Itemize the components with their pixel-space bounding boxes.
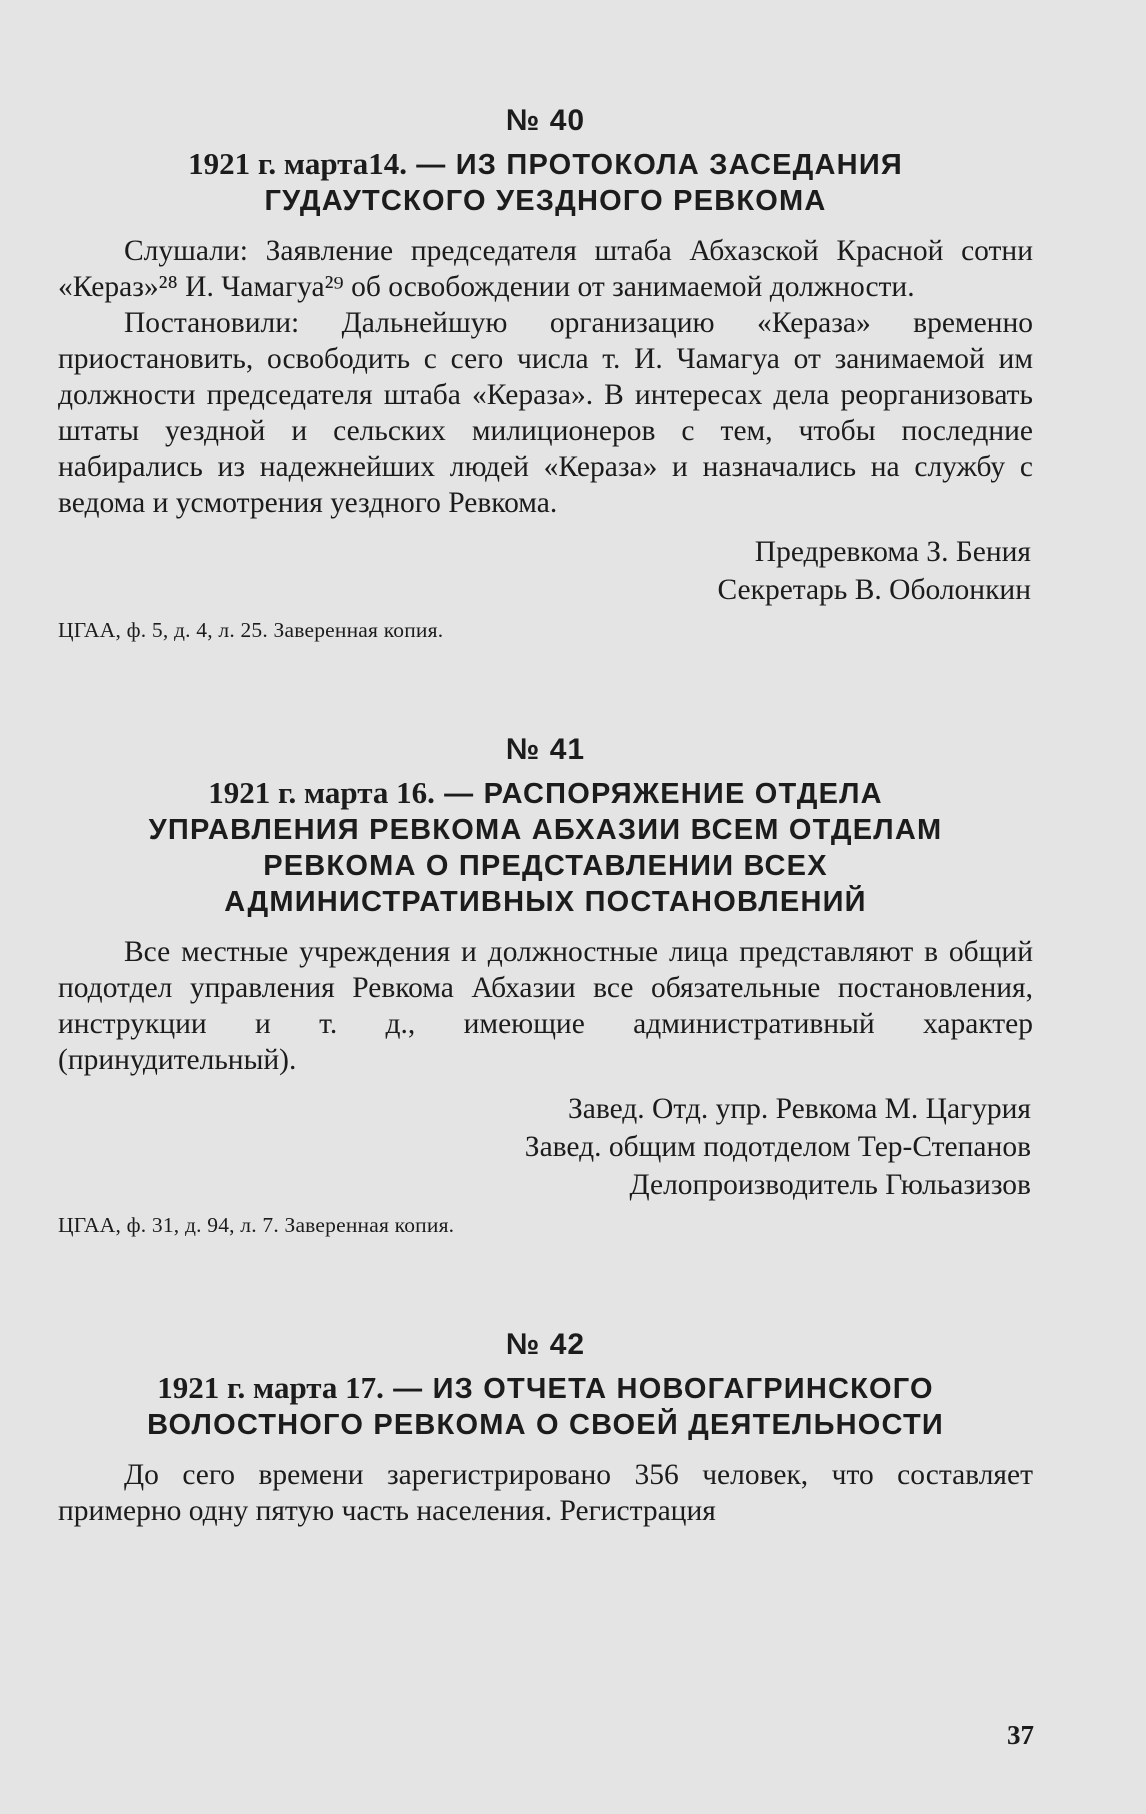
- paragraph: Слушали: Заявление председателя штаба Абхазской Красной сотни «Кераз»²⁸ И. Чамагуа²⁹ об освобождении от занимаемой должности.: [58, 235, 1033, 303]
- document-number: № 41: [505, 733, 586, 766]
- document-40: [58, 98, 1033, 645]
- document-number: № 40: [505, 104, 586, 137]
- title-line: — ИЗ ПРОТОКОЛА ЗАСЕДАНИЯ: [416, 149, 903, 181]
- paragraph: Постановили: Дальнейшую организацию «Кераза» временно приостановить, освободить с сего числа т. И. Чамагуа от занимаемой им должности председателя штаба «Кераза». В интересах дела реорганизовать штаты уездной и сельских милиционеров с тем, чтобы последние набирались из надежнейших людей «Кераза» и назначались на службу с ведома и усмотрения уездного Ревкома.: [58, 307, 1033, 519]
- text-column: [58, 98, 1033, 1529]
- signature: Секретарь В. Оболонкин: [717, 574, 1031, 606]
- document-number: № 42: [505, 1328, 586, 1361]
- signature-block: [58, 533, 1033, 609]
- signature-block: [58, 1090, 1033, 1204]
- document-date: 1921 г. марта 16.: [208, 775, 435, 810]
- document-date: 1921 г. марта14.: [188, 146, 408, 181]
- signature: Завед. общим подотделом Тер-Степанов: [524, 1131, 1031, 1163]
- document-title: [58, 146, 1033, 219]
- title-line: АДМИНИСТРАТИВНЫХ ПОСТАНОВЛЕНИЙ: [224, 886, 867, 918]
- section-gap: [58, 1240, 1033, 1322]
- document-title: [58, 775, 1033, 920]
- title-line: УПРАВЛЕНИЯ РЕВКОМА АБХАЗИИ ВСЕМ ОТДЕЛАМ: [148, 814, 943, 846]
- title-line: ВОЛОСТНОГО РЕВКОМА О СВОЕЙ ДЕЯТЕЛЬНОСТИ: [147, 1409, 944, 1441]
- document-title: [58, 1370, 1033, 1443]
- signature: Завед. Отд. упр. Ревкома М. Цагурия: [567, 1093, 1031, 1125]
- document-41: [58, 727, 1033, 1240]
- archive-source: ЦГАА, ф. 5, д. 4, л. 25. Заверенная копия.: [58, 618, 444, 642]
- document-42: [58, 1322, 1033, 1529]
- section-gap: [58, 645, 1033, 727]
- signature: Предревкома З. Бения: [754, 536, 1031, 568]
- title-line: ГУДАУТСКОГО УЕЗДНОГО РЕВКОМА: [264, 185, 827, 217]
- page-number: 37: [1007, 1720, 1034, 1750]
- title-line: — РАСПОРЯЖЕНИЕ ОТДЕЛА: [444, 778, 883, 810]
- title-line: РЕВКОМА О ПРЕДСТАВЛЕНИИ ВСЕХ: [263, 850, 828, 882]
- paragraph: До сего времени зарегистрировано 356 человек, что составляет примерно одну пятую часть населения. Регистрация: [58, 1459, 1033, 1527]
- document-date: 1921 г. марта 17.: [157, 1370, 384, 1405]
- title-line: — ИЗ ОТЧЕТА НОВОГАГРИНСКОГО: [393, 1373, 934, 1405]
- paragraph: Все местные учреждения и должностные лица представляют в общий подотдел управления Ревкома Абхазии все обязательные постановления, инструкции и т. д., имеющие административный характер (принудительный).: [58, 936, 1033, 1076]
- archive-source: ЦГАА, ф. 31, д. 94, л. 7. Заверенная копия.: [58, 1213, 455, 1237]
- signature: Делопроизводитель Гюльазизов: [629, 1169, 1031, 1201]
